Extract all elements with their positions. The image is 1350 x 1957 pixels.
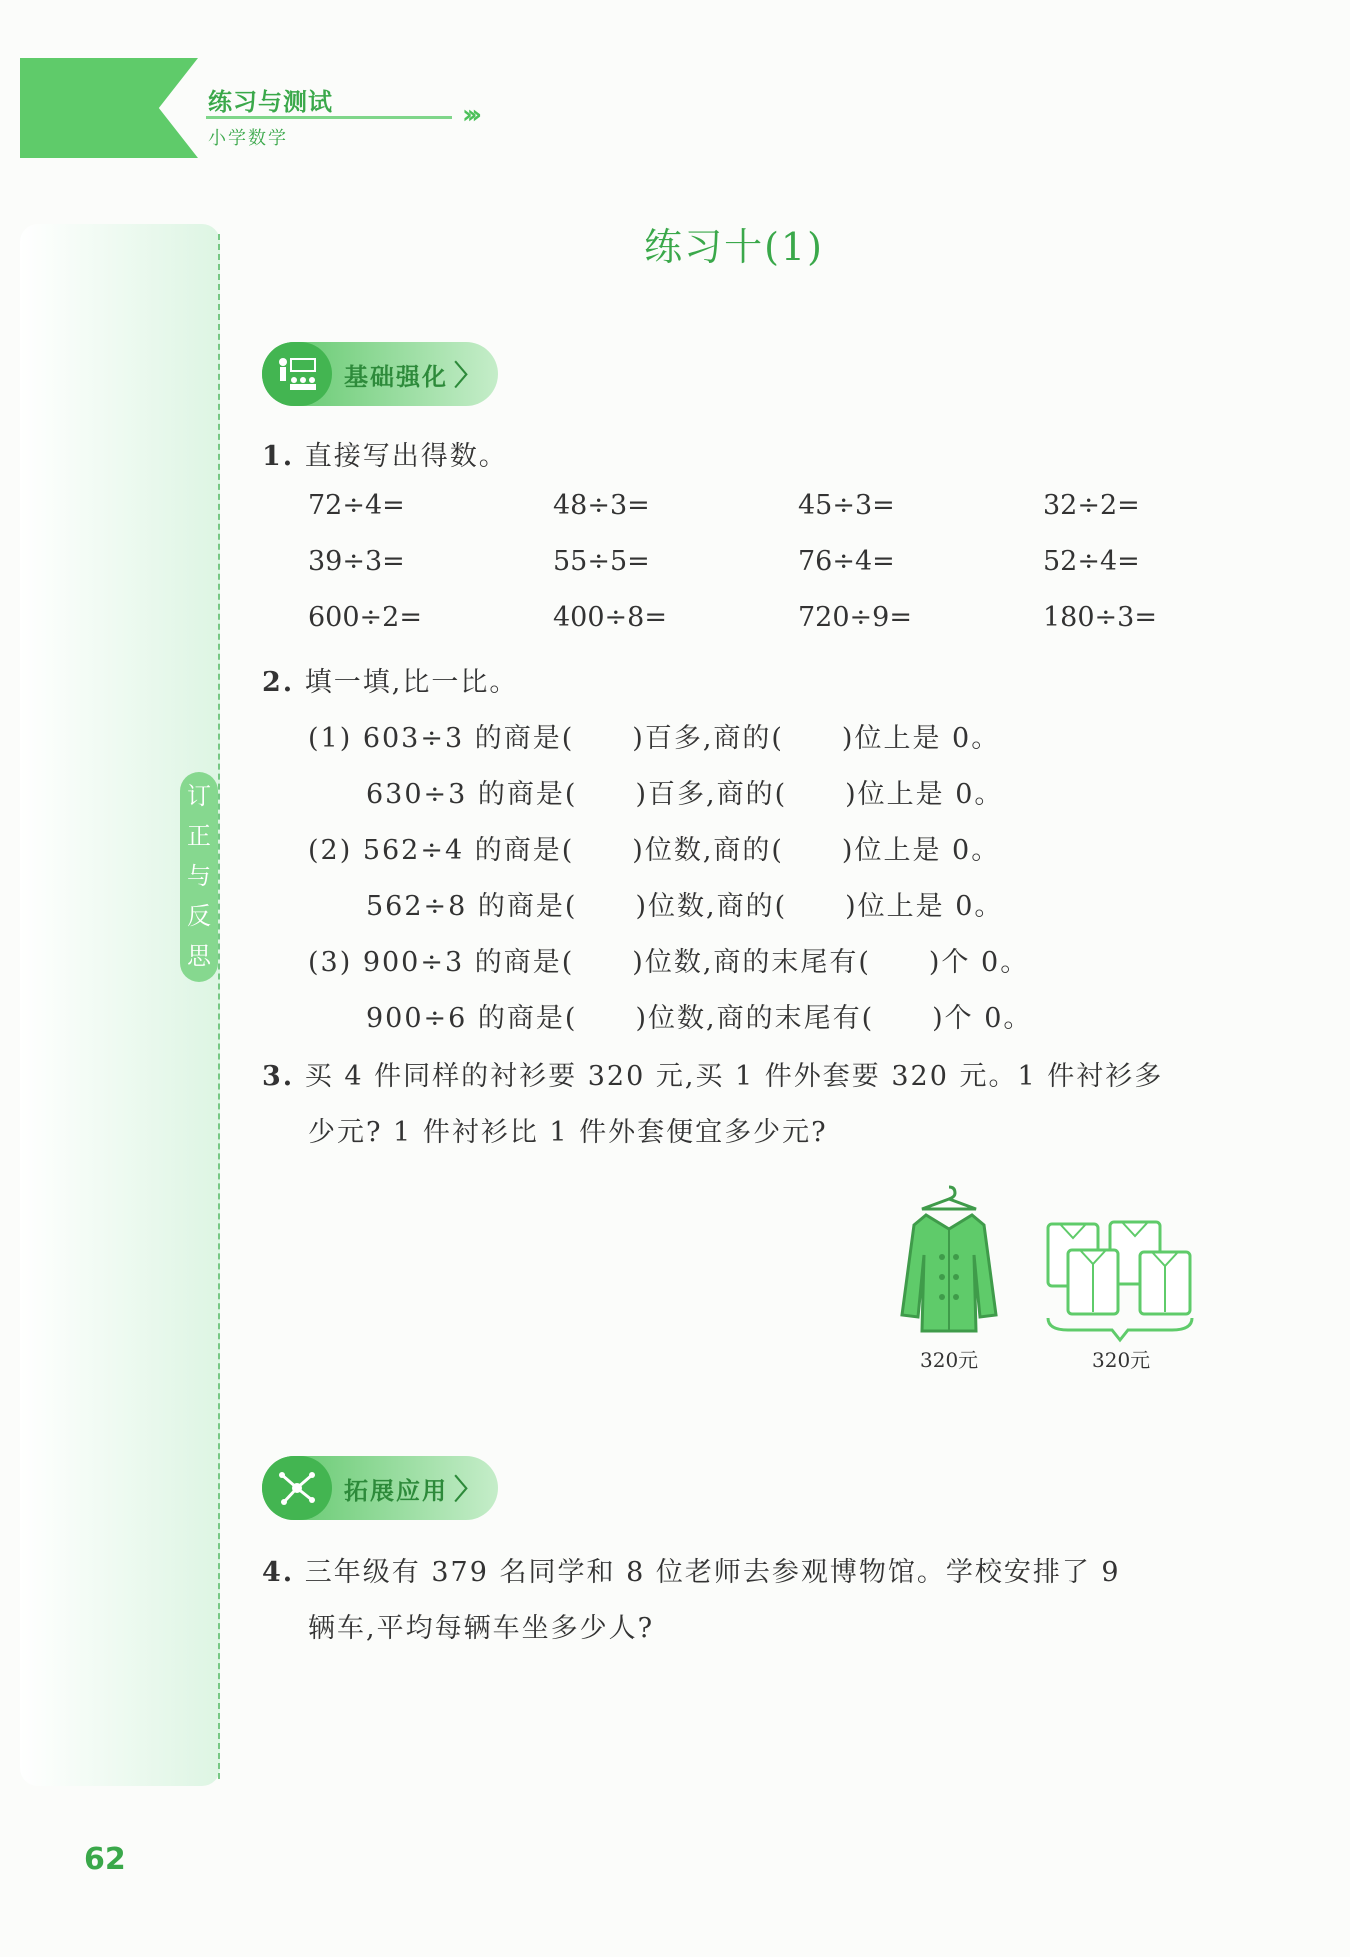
network-icon bbox=[262, 1456, 332, 1520]
question-3 bbox=[262, 1054, 1163, 1093]
arithmetic-item: 32÷2= bbox=[1043, 490, 1140, 521]
question-text-line: 买 4 件同样的衬衫要 320 元,买 1 件外套要 320 元。1 件衬衫多 bbox=[304, 1061, 1164, 1092]
arithmetic-item: 600÷2= bbox=[308, 602, 422, 633]
chevron-right-icon: 〉 bbox=[454, 1473, 483, 1506]
arithmetic-item: 72÷4= bbox=[308, 490, 405, 521]
question-number: 4. bbox=[262, 1557, 295, 1588]
question-number: 2. bbox=[262, 667, 295, 698]
arithmetic-item: 39÷3= bbox=[308, 546, 405, 577]
question-1 bbox=[262, 434, 508, 473]
side-label-char: 反 bbox=[187, 902, 211, 930]
arithmetic-item: 48÷3= bbox=[553, 490, 650, 521]
arithmetic-item: 400÷8= bbox=[553, 602, 667, 633]
question-text-line: 少元? 1 件衬衫比 1 件外套便宜多少元? bbox=[308, 1117, 828, 1148]
shirts-illustration bbox=[1040, 1218, 1200, 1348]
coat-price: 320元 bbox=[920, 1348, 979, 1372]
question-text-line: 辆车,平均每辆车坐多少人? bbox=[308, 1613, 655, 1644]
fill-blank-line: 630÷3 的商是( )百多,商的( )位上是 0。 bbox=[308, 779, 1004, 810]
fill-blank-line: (3) 900÷3 的商是( )位数,商的末尾有( )个 0。 bbox=[308, 947, 1030, 978]
header-divider bbox=[206, 116, 452, 119]
question-number: 3. bbox=[262, 1061, 295, 1092]
arithmetic-item: 720÷9= bbox=[798, 602, 912, 633]
arithmetic-item: 45÷3= bbox=[798, 490, 895, 521]
side-label-char: 订 bbox=[187, 782, 211, 810]
section-title-basic: 基础强化 bbox=[344, 362, 448, 391]
chevron-right-icon: 〉 bbox=[454, 359, 483, 392]
page-title: 练习十(1) bbox=[644, 225, 824, 269]
page-number: 62 bbox=[84, 1842, 126, 1877]
book-subtitle: 小学数学 bbox=[208, 128, 288, 149]
question-2 bbox=[262, 660, 518, 699]
fill-blank-line: (1) 603÷3 的商是( )百多,商的( )位上是 0。 bbox=[308, 723, 1001, 754]
section-title-extend: 拓展应用 bbox=[344, 1476, 448, 1505]
question-text-line: 三年级有 379 名同学和 8 位老师去参观博物馆。学校安排了 9 bbox=[304, 1557, 1121, 1588]
book-title: 练习与测试 bbox=[208, 88, 333, 116]
fill-blank-line: 900÷6 的商是( )位数,商的末尾有( )个 0。 bbox=[308, 1003, 1033, 1034]
side-margin bbox=[20, 224, 220, 1786]
fill-blank-line: 562÷8 的商是( )位数,商的( )位上是 0。 bbox=[308, 891, 1004, 922]
question-number: 1. bbox=[262, 441, 295, 472]
question-4 bbox=[262, 1550, 1121, 1589]
shirts-price: 320元 bbox=[1092, 1348, 1151, 1372]
arithmetic-item: 52÷4= bbox=[1043, 546, 1140, 577]
side-label-char: 与 bbox=[187, 862, 211, 890]
side-label-char: 思 bbox=[187, 942, 211, 970]
arithmetic-item: 180÷3= bbox=[1043, 602, 1157, 633]
arithmetic-item: 55÷5= bbox=[553, 546, 650, 577]
side-dashed-line bbox=[218, 234, 220, 1779]
arithmetic-item: 76÷4= bbox=[798, 546, 895, 577]
question-prompt: 直接写出得数。 bbox=[304, 441, 508, 472]
section-badge-basic bbox=[262, 342, 498, 406]
side-label-char: 正 bbox=[187, 822, 211, 850]
classroom-icon bbox=[262, 342, 332, 406]
fill-blank-line: (2) 562÷4 的商是( )位数,商的( )位上是 0。 bbox=[308, 835, 1001, 866]
coat-illustration bbox=[892, 1185, 1006, 1341]
chevrons-icon: ››› bbox=[462, 100, 477, 130]
question-prompt: 填一填,比一比。 bbox=[304, 667, 519, 698]
header-banner bbox=[20, 58, 198, 158]
section-badge-extend bbox=[262, 1456, 498, 1520]
